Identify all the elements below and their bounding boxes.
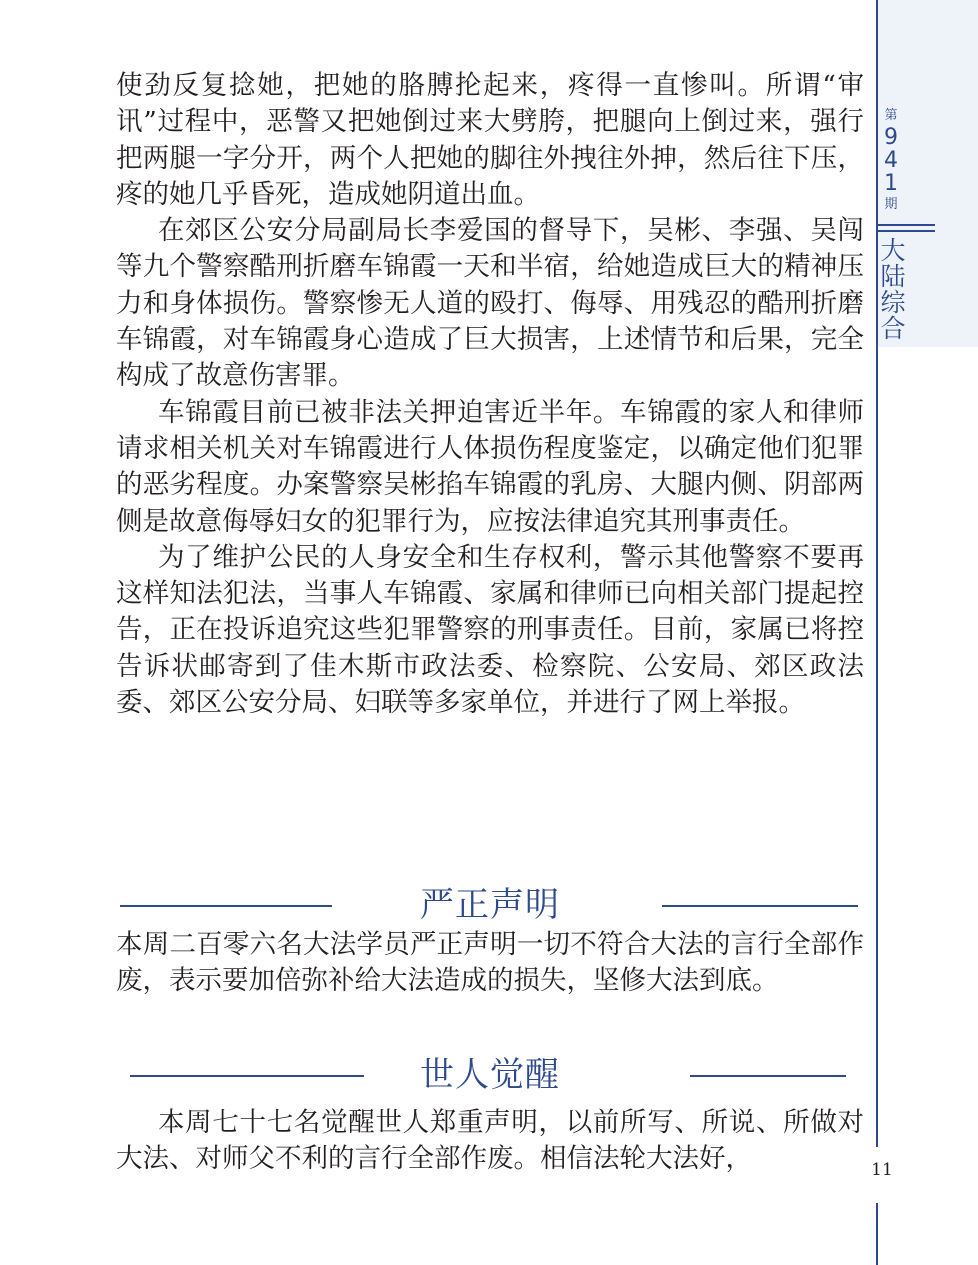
statement-title: 严正声明 bbox=[420, 885, 560, 925]
issue-prefix: 第 bbox=[884, 108, 898, 123]
heading-rule-right bbox=[690, 1075, 846, 1077]
section-tag-char: 综 bbox=[880, 288, 906, 317]
awakening-title: 世人觉醒 bbox=[420, 1055, 560, 1095]
article-paragraph: 为了维护公民的人身安全和生存权利，警示其他警察不要再这样知法犯法，当事人车锦霞、家属和律师已向相关部门提起控告，正在投诉追究这些犯罪警察的刑事责任。目前，家属已将控告诉状邮寄到了佳木斯市政法委、检察院、公安局、郊区政法委、郊区公安分局、妇联等多家单位，并进行了网上举报。 bbox=[116, 541, 864, 719]
sidebar-rule-bottom bbox=[876, 1203, 878, 1265]
issue-digit: 1 bbox=[884, 171, 898, 196]
statement-text: 本周二百零六名大法学员严正声明一切不符合大法的言行全部作废，表示要加倍弥补给大法造成的损失，坚修大法到底。 bbox=[116, 929, 864, 997]
statement-heading bbox=[116, 881, 864, 929]
issue-suffix: 期 bbox=[884, 197, 898, 212]
article-paragraph: 使劲反复捻她，把她的胳膊抡起来，疼得一直惨叫。所谓“审讯”过程中，恶警又把她倒过来大劈胯，把腿向上倒过来，强行把两腿一字分开，两个人把她的脚往外拽往外抻，然后往下压，疼的她几乎昏死，造成她阴道出血。 bbox=[116, 70, 864, 210]
issue-digit: 9 bbox=[884, 125, 898, 150]
section-tag bbox=[877, 238, 909, 342]
page-number: 11 bbox=[871, 1160, 893, 1180]
section-tag-char: 合 bbox=[880, 314, 906, 343]
issue-number bbox=[877, 106, 905, 215]
article-paragraph: 车锦霞目前已被非法关押迫害近半年。车锦霞的家人和律师请求相关机关对车锦霞进行人体损伤程度鉴定，以确定他们犯罪的恶劣程度。办案警察吴彬掐车锦霞的乳房、大腿内侧、阴部两侧是故意侮辱妇女的犯罪行为，应按法律追究其刑事责任。 bbox=[116, 396, 864, 537]
article-paragraph: 在郊区公安分局副局长李爱国的督导下，吴彬、李强、吴闯等九个警察酷刑折磨车锦霞一天和半宿，给她造成巨大的精神压力和身体损伤。警察惨无人道的殴打、侮辱、用残忍的酷刑折磨车锦霞，对车锦霞身心造成了巨大损害，上述情节和后果，完全构成了故意伤害罪。 bbox=[116, 215, 864, 392]
article-body bbox=[116, 68, 864, 721]
issue-divider bbox=[877, 230, 935, 232]
awakening-text: 本周七十七名觉醒世人郑重声明，以前所写、所说、所做对大法、对师父不利的言行全部作废。相信法轮大法好， bbox=[116, 1107, 864, 1175]
section-tag-char: 大 bbox=[880, 236, 906, 265]
heading-rule-right bbox=[662, 905, 858, 907]
awakening-heading bbox=[116, 1051, 864, 1099]
issue-divider bbox=[877, 224, 935, 226]
section-tag-char: 陆 bbox=[880, 262, 906, 291]
issue-digit: 4 bbox=[884, 148, 898, 173]
